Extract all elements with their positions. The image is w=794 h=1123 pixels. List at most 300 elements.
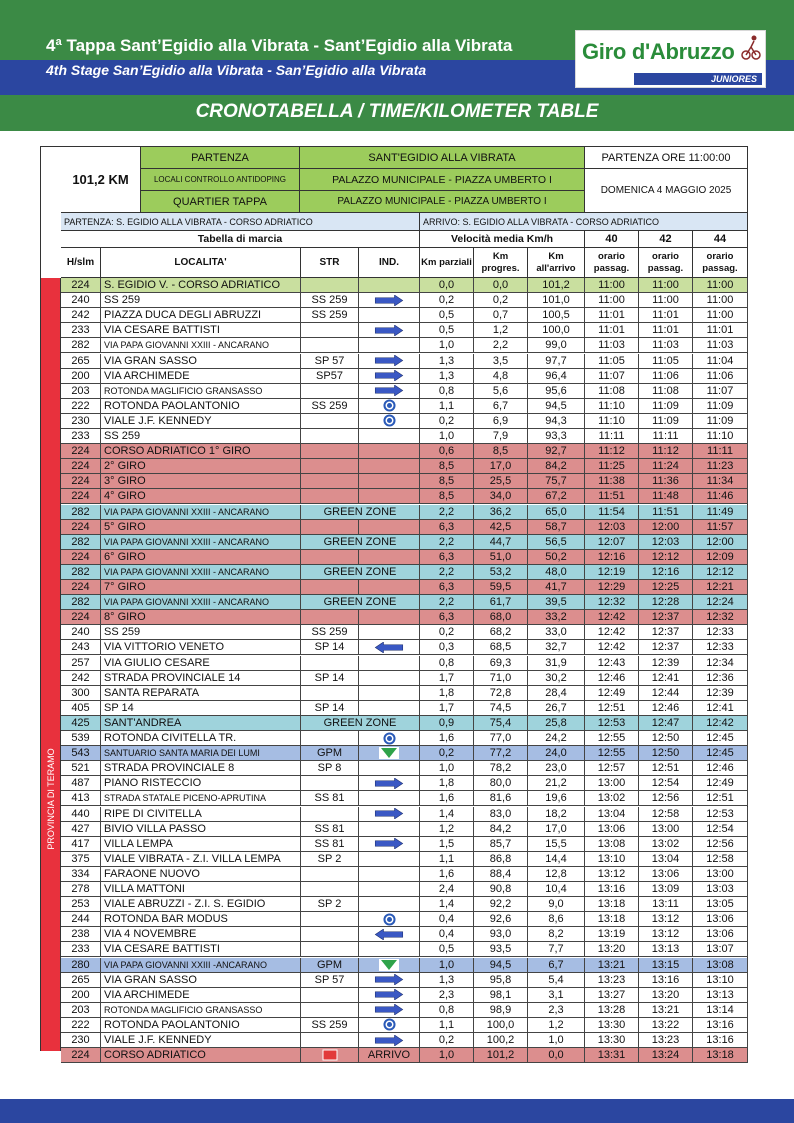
time-40-cell: 13:30 bbox=[585, 1033, 639, 1048]
road-cell: SP 2 bbox=[301, 852, 359, 867]
table-row bbox=[61, 897, 748, 912]
direction-cell bbox=[359, 550, 420, 565]
km-progressive-cell: 1,2 bbox=[474, 323, 528, 338]
altitude-cell: 265 bbox=[61, 354, 101, 369]
arrow-left-icon bbox=[373, 929, 405, 940]
time-42-cell: 13:15 bbox=[639, 958, 693, 973]
km-to-finish-cell: 101,0 bbox=[528, 293, 585, 308]
locality-cell: VIA PAPA GIOVANNI XXIII - ANCARANO bbox=[101, 535, 301, 550]
road-cell bbox=[301, 942, 359, 957]
table-row bbox=[61, 927, 748, 942]
arrow-right-icon bbox=[373, 385, 405, 396]
road-cell bbox=[301, 882, 359, 897]
km-progressive-cell: 51,0 bbox=[474, 550, 528, 565]
col-km-progres: Km progres. bbox=[474, 248, 528, 278]
stage-date: DOMENICA 4 MAGGIO 2025 bbox=[585, 169, 748, 213]
time-40-cell: 11:11 bbox=[585, 429, 639, 444]
time-42-cell: 11:36 bbox=[639, 474, 693, 489]
km-to-finish-cell: 97,7 bbox=[528, 354, 585, 369]
time-42-cell: 11:01 bbox=[639, 323, 693, 338]
km-progressive-cell: 53,2 bbox=[474, 565, 528, 580]
km-progressive-cell: 34,0 bbox=[474, 489, 528, 504]
km-partial-cell: 1,1 bbox=[420, 399, 474, 414]
time-44-cell: 13:05 bbox=[693, 897, 748, 912]
km-partial-cell: 1,6 bbox=[420, 731, 474, 746]
gpm-mountain-icon bbox=[379, 959, 399, 971]
direction-cell bbox=[359, 459, 420, 474]
time-40-cell: 12:42 bbox=[585, 625, 639, 640]
time-44-cell: 11:07 bbox=[693, 384, 748, 399]
time-40-cell: 12:07 bbox=[585, 535, 639, 550]
table-row bbox=[61, 731, 748, 746]
altitude-cell: 487 bbox=[61, 776, 101, 791]
time-40-cell: 13:04 bbox=[585, 807, 639, 822]
km-to-finish-cell: 95,6 bbox=[528, 384, 585, 399]
direction-cell bbox=[359, 731, 420, 746]
time-42-cell: 13:04 bbox=[639, 852, 693, 867]
direction-cell bbox=[359, 822, 420, 837]
time-42-cell: 13:06 bbox=[639, 867, 693, 882]
finish-line: ARRIVO: S. EGIDIO ALLA VIBRATA - CORSO ADRIATICO bbox=[420, 213, 748, 231]
direction-cell bbox=[359, 384, 420, 399]
direction-cell bbox=[359, 867, 420, 882]
km-to-finish-cell: 28,4 bbox=[528, 686, 585, 701]
km-progressive-cell: 80,0 bbox=[474, 776, 528, 791]
time-42-cell: 13:00 bbox=[639, 822, 693, 837]
altitude-cell: 282 bbox=[61, 535, 101, 550]
table-row bbox=[61, 520, 748, 535]
km-progressive-cell: 92,2 bbox=[474, 897, 528, 912]
road-cell bbox=[301, 384, 359, 399]
altitude-cell: 224 bbox=[61, 550, 101, 565]
time-44-cell: 12:21 bbox=[693, 580, 748, 595]
road-cell: SS 81 bbox=[301, 791, 359, 806]
locality-cell: PIANO RISTECCIO bbox=[101, 776, 301, 791]
time-42-cell: 13:23 bbox=[639, 1033, 693, 1048]
time-40-cell: 11:03 bbox=[585, 338, 639, 353]
time-40-cell: 12:53 bbox=[585, 716, 639, 731]
altitude-cell: 224 bbox=[61, 278, 101, 293]
arrow-right-icon bbox=[373, 355, 405, 366]
km-partial-cell: 2,2 bbox=[420, 535, 474, 550]
table-row bbox=[61, 580, 748, 595]
time-42-cell: 11:48 bbox=[639, 489, 693, 504]
km-partial-cell: 1,3 bbox=[420, 369, 474, 384]
km-progressive-cell: 74,5 bbox=[474, 701, 528, 716]
locality-cell: VIALE VIBRATA - Z.I. VILLA LEMPA bbox=[101, 852, 301, 867]
km-progressive-cell: 78,2 bbox=[474, 761, 528, 776]
locality-cell: VIA GRAN SASSO bbox=[101, 973, 301, 988]
km-progressive-cell: 61,7 bbox=[474, 595, 528, 610]
table-row bbox=[61, 444, 748, 459]
time-42-cell: 11:08 bbox=[639, 384, 693, 399]
km-to-finish-cell: 48,0 bbox=[528, 565, 585, 580]
time-42-cell: 11:01 bbox=[639, 308, 693, 323]
altitude-cell: 425 bbox=[61, 716, 101, 731]
stage-title-it: 4ª Tappa Sant’Egidio alla Vibrata - Sant’Egidio alla Vibrata bbox=[46, 36, 513, 55]
km-progressive-cell: 95,8 bbox=[474, 973, 528, 988]
road-cell bbox=[301, 323, 359, 338]
road-cell bbox=[301, 927, 359, 942]
time-40-cell: 11:00 bbox=[585, 293, 639, 308]
road-cell: GREEN ZONE bbox=[301, 505, 420, 520]
locality-cell: VIA PAPA GIOVANNI XXIII - ANCARANO bbox=[101, 505, 301, 520]
km-progressive-cell: 77,2 bbox=[474, 746, 528, 761]
km-partial-cell: 1,1 bbox=[420, 852, 474, 867]
km-partial-cell: 1,8 bbox=[420, 686, 474, 701]
km-partial-cell: 0,3 bbox=[420, 640, 474, 655]
col-km-parziali: Km parziali bbox=[420, 248, 474, 278]
km-partial-cell: 1,8 bbox=[420, 776, 474, 791]
km-to-finish-cell: 100,0 bbox=[528, 323, 585, 338]
time-40-cell: 13:18 bbox=[585, 912, 639, 927]
altitude-cell: 253 bbox=[61, 897, 101, 912]
km-progressive-cell: 59,5 bbox=[474, 580, 528, 595]
road-cell bbox=[301, 656, 359, 671]
table-row bbox=[61, 610, 748, 625]
km-partial-cell: 0,0 bbox=[420, 278, 474, 293]
table-row bbox=[61, 1018, 748, 1033]
antidoping-value: PALAZZO MUNICIPALE - PIAZZA UMBERTO I bbox=[300, 169, 585, 191]
time-44-cell: 13:06 bbox=[693, 912, 748, 927]
table-row bbox=[61, 822, 748, 837]
direction-cell bbox=[359, 958, 420, 973]
time-44-cell: 12:45 bbox=[693, 746, 748, 761]
locality-cell: 7° GIRO bbox=[101, 580, 301, 595]
time-40-cell: 12:42 bbox=[585, 640, 639, 655]
road-cell bbox=[301, 1033, 359, 1048]
direction-cell bbox=[359, 882, 420, 897]
time-40-cell: 13:08 bbox=[585, 837, 639, 852]
time-40-cell: 11:01 bbox=[585, 323, 639, 338]
altitude-cell: 539 bbox=[61, 731, 101, 746]
time-42-cell: 13:21 bbox=[639, 1003, 693, 1018]
km-progressive-cell: 72,8 bbox=[474, 686, 528, 701]
direction-cell bbox=[359, 776, 420, 791]
km-progressive-cell: 98,9 bbox=[474, 1003, 528, 1018]
altitude-cell: 282 bbox=[61, 565, 101, 580]
km-partial-cell: 0,2 bbox=[420, 746, 474, 761]
time-42-cell: 11:03 bbox=[639, 338, 693, 353]
km-progressive-cell: 17,0 bbox=[474, 459, 528, 474]
time-40-cell: 12:49 bbox=[585, 686, 639, 701]
km-progressive-cell: 93,0 bbox=[474, 927, 528, 942]
altitude-cell: 282 bbox=[61, 505, 101, 520]
altitude-cell: 200 bbox=[61, 988, 101, 1003]
time-42-cell: 12:03 bbox=[639, 535, 693, 550]
time-40-cell: 13:21 bbox=[585, 958, 639, 973]
km-to-finish-cell: 18,2 bbox=[528, 807, 585, 822]
table-row bbox=[61, 565, 748, 580]
time-42-cell: 12:50 bbox=[639, 731, 693, 746]
time-40-cell: 12:55 bbox=[585, 746, 639, 761]
time-42-cell: 12:54 bbox=[639, 776, 693, 791]
tabella-header: Tabella di marcia bbox=[61, 231, 420, 248]
locality-cell: SP 14 bbox=[101, 701, 301, 716]
altitude-cell: 427 bbox=[61, 822, 101, 837]
km-progressive-cell: 44,7 bbox=[474, 535, 528, 550]
altitude-cell: 413 bbox=[61, 791, 101, 806]
table-row bbox=[61, 1033, 748, 1048]
km-to-finish-cell: 21,2 bbox=[528, 776, 585, 791]
locality-cell: 4° GIRO bbox=[101, 489, 301, 504]
time-40-cell: 13:12 bbox=[585, 867, 639, 882]
time-44-cell: 11:09 bbox=[693, 414, 748, 429]
time-42-cell: 12:25 bbox=[639, 580, 693, 595]
direction-cell bbox=[359, 927, 420, 942]
locality-cell: SANTA REPARATA bbox=[101, 686, 301, 701]
altitude-cell: 300 bbox=[61, 686, 101, 701]
altitude-cell: 280 bbox=[61, 958, 101, 973]
locality-cell: VIA ARCHIMEDE bbox=[101, 988, 301, 1003]
speed-44-header: 44 bbox=[693, 231, 748, 248]
km-partial-cell: 2,2 bbox=[420, 505, 474, 520]
direction-cell bbox=[359, 323, 420, 338]
time-44-cell: 12:34 bbox=[693, 656, 748, 671]
time-44-cell: 11:03 bbox=[693, 338, 748, 353]
arrow-right-icon bbox=[373, 1004, 405, 1015]
direction-cell bbox=[359, 640, 420, 655]
time-40-cell: 12:32 bbox=[585, 595, 639, 610]
table-row bbox=[61, 384, 748, 399]
km-partial-cell: 0,2 bbox=[420, 293, 474, 308]
time-42-cell: 12:58 bbox=[639, 807, 693, 822]
altitude-cell: 242 bbox=[61, 671, 101, 686]
time-44-cell: 11:46 bbox=[693, 489, 748, 504]
table-row bbox=[61, 837, 748, 852]
time-44-cell: 12:33 bbox=[693, 640, 748, 655]
road-cell bbox=[301, 474, 359, 489]
time-44-cell: 12:54 bbox=[693, 822, 748, 837]
direction-cell bbox=[359, 701, 420, 716]
direction-cell bbox=[359, 912, 420, 927]
time-44-cell: 12:58 bbox=[693, 852, 748, 867]
locality-cell: 3° GIRO bbox=[101, 474, 301, 489]
col-hslm: H/slm bbox=[61, 248, 101, 278]
road-cell: SP 57 bbox=[301, 354, 359, 369]
km-progressive-cell: 0,2 bbox=[474, 293, 528, 308]
altitude-cell: 240 bbox=[61, 293, 101, 308]
km-to-finish-cell: 31,9 bbox=[528, 656, 585, 671]
km-to-finish-cell: 15,5 bbox=[528, 837, 585, 852]
km-progressive-cell: 85,7 bbox=[474, 837, 528, 852]
km-progressive-cell: 98,1 bbox=[474, 988, 528, 1003]
km-to-finish-cell: 41,7 bbox=[528, 580, 585, 595]
km-partial-cell: 0,8 bbox=[420, 384, 474, 399]
time-42-cell: 12:51 bbox=[639, 761, 693, 776]
table-row bbox=[61, 656, 748, 671]
table-row bbox=[61, 550, 748, 565]
time-40-cell: 13:10 bbox=[585, 852, 639, 867]
road-cell: SS 259 bbox=[301, 625, 359, 640]
time-44-cell: 13:10 bbox=[693, 973, 748, 988]
time-44-cell: 13:16 bbox=[693, 1033, 748, 1048]
time-44-cell: 12:09 bbox=[693, 550, 748, 565]
road-cell: SP 14 bbox=[301, 640, 359, 655]
km-to-finish-cell: 94,5 bbox=[528, 399, 585, 414]
time-40-cell: 11:00 bbox=[585, 278, 639, 293]
km-partial-cell: 8,5 bbox=[420, 474, 474, 489]
roundabout-icon bbox=[383, 1018, 396, 1031]
time-44-cell: 11:34 bbox=[693, 474, 748, 489]
road-cell bbox=[301, 459, 359, 474]
locality-cell: VIA PAPA GIOVANNI XXIII - ANCARANO bbox=[101, 565, 301, 580]
antidoping-label: LOCALI CONTROLLO ANTIDOPING bbox=[141, 169, 300, 191]
time-40-cell: 12:16 bbox=[585, 550, 639, 565]
time-40-cell: 11:10 bbox=[585, 399, 639, 414]
km-partial-cell: 1,6 bbox=[420, 791, 474, 806]
table-row bbox=[61, 791, 748, 806]
time-40-cell: 11:07 bbox=[585, 369, 639, 384]
km-partial-cell: 1,0 bbox=[420, 958, 474, 973]
time-42-cell: 11:51 bbox=[639, 505, 693, 520]
table-row bbox=[61, 671, 748, 686]
altitude-cell: 334 bbox=[61, 867, 101, 882]
km-to-finish-cell: 3,1 bbox=[528, 988, 585, 1003]
km-progressive-cell: 4,8 bbox=[474, 369, 528, 384]
km-partial-cell: 0,9 bbox=[420, 716, 474, 731]
km-partial-cell: 8,5 bbox=[420, 489, 474, 504]
road-cell bbox=[301, 610, 359, 625]
altitude-cell: 282 bbox=[61, 338, 101, 353]
km-progressive-cell: 88,4 bbox=[474, 867, 528, 882]
time-44-cell: 11:49 bbox=[693, 505, 748, 520]
locality-cell: VIA PAPA GIOVANNI XXIII - ANCARANO bbox=[101, 595, 301, 610]
col-orario-40: orario passag. bbox=[585, 248, 639, 278]
time-44-cell: 11:23 bbox=[693, 459, 748, 474]
time-42-cell: 11:00 bbox=[639, 293, 693, 308]
road-cell bbox=[301, 776, 359, 791]
km-to-finish-cell: 84,2 bbox=[528, 459, 585, 474]
time-40-cell: 12:46 bbox=[585, 671, 639, 686]
time-44-cell: 13:07 bbox=[693, 942, 748, 957]
road-cell: SP 8 bbox=[301, 761, 359, 776]
km-to-finish-cell: 65,0 bbox=[528, 505, 585, 520]
stage-title-en: 4th Stage San’Egidio alla Vibrata - San’Egidio alla Vibrata bbox=[46, 62, 427, 78]
km-progressive-cell: 3,5 bbox=[474, 354, 528, 369]
km-partial-cell: 2,3 bbox=[420, 988, 474, 1003]
km-to-finish-cell: 25,8 bbox=[528, 716, 585, 731]
time-40-cell: 13:02 bbox=[585, 791, 639, 806]
km-to-finish-cell: 30,2 bbox=[528, 671, 585, 686]
direction-cell bbox=[359, 338, 420, 353]
footer-band bbox=[0, 1099, 794, 1123]
time-42-cell: 13:12 bbox=[639, 912, 693, 927]
time-40-cell: 11:01 bbox=[585, 308, 639, 323]
time-42-cell: 12:50 bbox=[639, 746, 693, 761]
time-42-cell: 11:11 bbox=[639, 429, 693, 444]
table-row bbox=[61, 323, 748, 338]
km-progressive-cell: 69,3 bbox=[474, 656, 528, 671]
col-ind: IND. bbox=[359, 248, 420, 278]
time-40-cell: 13:23 bbox=[585, 973, 639, 988]
time-44-cell: 11:10 bbox=[693, 429, 748, 444]
km-partial-cell: 1,4 bbox=[420, 897, 474, 912]
altitude-cell: 200 bbox=[61, 369, 101, 384]
time-42-cell: 11:05 bbox=[639, 354, 693, 369]
altitude-cell: 243 bbox=[61, 640, 101, 655]
km-progressive-cell: 81,6 bbox=[474, 791, 528, 806]
time-42-cell: 13:11 bbox=[639, 897, 693, 912]
time-40-cell: 11:08 bbox=[585, 384, 639, 399]
km-partial-cell: 6,3 bbox=[420, 610, 474, 625]
partenza-label: PARTENZA bbox=[141, 147, 300, 169]
km-partial-cell: 1,7 bbox=[420, 701, 474, 716]
road-cell bbox=[301, 580, 359, 595]
time-42-cell: 13:20 bbox=[639, 988, 693, 1003]
table-row bbox=[61, 867, 748, 882]
km-progressive-cell: 68,2 bbox=[474, 625, 528, 640]
km-progressive-cell: 8,5 bbox=[474, 444, 528, 459]
km-to-finish-cell: 10,4 bbox=[528, 882, 585, 897]
table-row bbox=[61, 429, 748, 444]
km-partial-cell: 1,1 bbox=[420, 1018, 474, 1033]
altitude-cell: 224 bbox=[61, 444, 101, 459]
km-to-finish-cell: 101,2 bbox=[528, 278, 585, 293]
km-partial-cell: 1,0 bbox=[420, 338, 474, 353]
direction-cell bbox=[359, 791, 420, 806]
km-to-finish-cell: 26,7 bbox=[528, 701, 585, 716]
locality-cell: VIA PAPA GIOVANNI XXIII - ANCARANO bbox=[101, 338, 301, 353]
km-to-finish-cell: 19,6 bbox=[528, 791, 585, 806]
table-row bbox=[61, 1048, 748, 1063]
locality-cell: ROTONDA MAGLIFICIO GRANSASSO bbox=[101, 384, 301, 399]
km-to-finish-cell: 56,5 bbox=[528, 535, 585, 550]
km-to-finish-cell: 96,4 bbox=[528, 369, 585, 384]
road-cell bbox=[301, 1003, 359, 1018]
km-progressive-cell: 84,2 bbox=[474, 822, 528, 837]
time-42-cell: 12:12 bbox=[639, 550, 693, 565]
table-row bbox=[61, 973, 748, 988]
time-42-cell: 12:16 bbox=[639, 565, 693, 580]
direction-cell bbox=[359, 489, 420, 504]
locality-cell: SS 259 bbox=[101, 625, 301, 640]
time-42-cell: 11:09 bbox=[639, 399, 693, 414]
altitude-cell: 233 bbox=[61, 942, 101, 957]
road-cell: GPM bbox=[301, 746, 359, 761]
km-progressive-cell: 2,2 bbox=[474, 338, 528, 353]
table-title: CRONOTABELLA / TIME/KILOMETER TABLE bbox=[195, 101, 599, 122]
time-44-cell: 11:00 bbox=[693, 308, 748, 323]
direction-cell bbox=[359, 414, 420, 429]
km-partial-cell: 6,3 bbox=[420, 580, 474, 595]
km-to-finish-cell: 75,7 bbox=[528, 474, 585, 489]
km-to-finish-cell: 24,2 bbox=[528, 731, 585, 746]
road-cell: SS 259 bbox=[301, 308, 359, 323]
table-row bbox=[61, 399, 748, 414]
km-to-finish-cell: 50,2 bbox=[528, 550, 585, 565]
locality-cell: ROTONDA PAOLANTONIO bbox=[101, 399, 301, 414]
km-progressive-cell: 0,0 bbox=[474, 278, 528, 293]
cyclist-icon bbox=[741, 33, 761, 61]
altitude-cell: 224 bbox=[61, 489, 101, 504]
time-44-cell: 11:06 bbox=[693, 369, 748, 384]
road-cell: SP57 bbox=[301, 369, 359, 384]
time-44-cell: 11:04 bbox=[693, 354, 748, 369]
km-partial-cell: 0,4 bbox=[420, 927, 474, 942]
time-44-cell: 12:39 bbox=[693, 686, 748, 701]
direction-cell bbox=[359, 278, 420, 293]
time-42-cell: 12:37 bbox=[639, 625, 693, 640]
locality-cell: SS 259 bbox=[101, 293, 301, 308]
km-partial-cell: 1,4 bbox=[420, 807, 474, 822]
direction-cell bbox=[359, 1033, 420, 1048]
km-partial-cell: 0,5 bbox=[420, 323, 474, 338]
locality-cell: 2° GIRO bbox=[101, 459, 301, 474]
km-partial-cell: 1,3 bbox=[420, 354, 474, 369]
time-40-cell: 12:55 bbox=[585, 731, 639, 746]
locality-cell: CORSO ADRIATICO bbox=[101, 1048, 301, 1063]
